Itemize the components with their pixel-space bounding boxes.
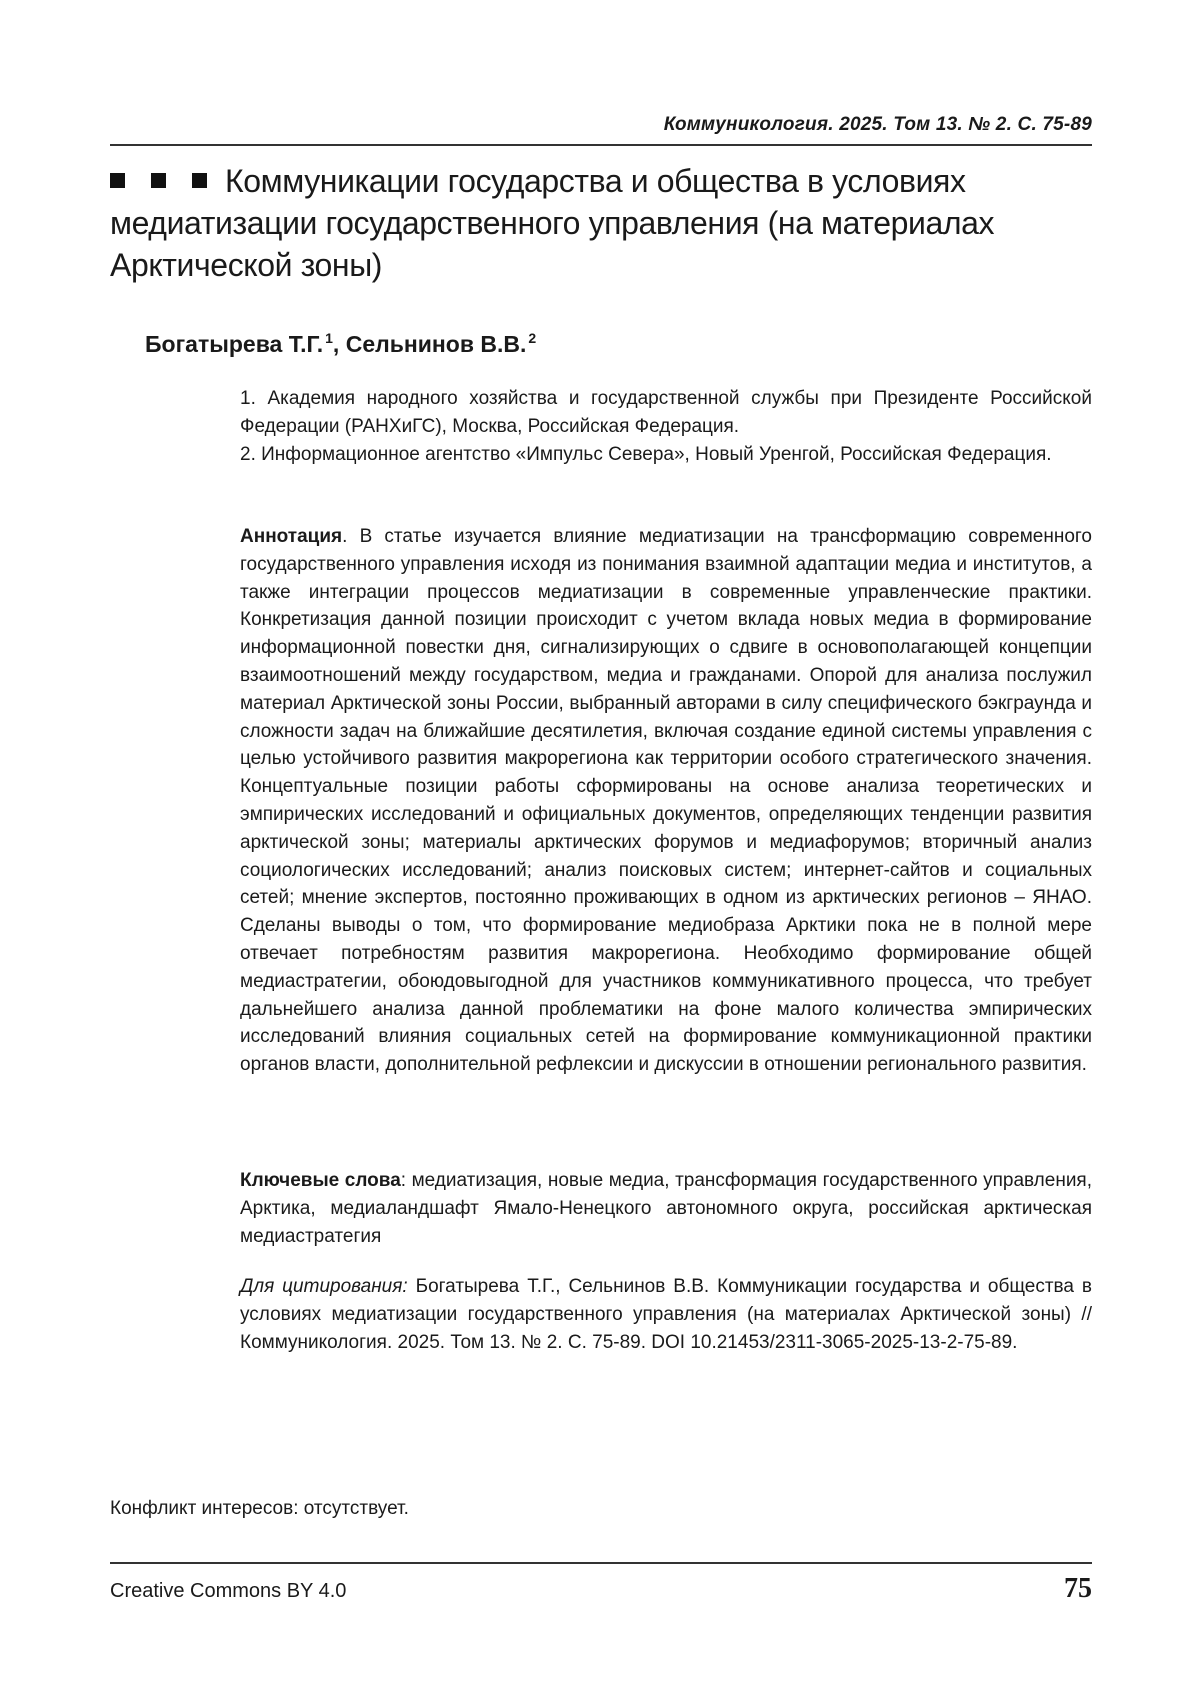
- square-bullet-icon: [192, 173, 207, 188]
- title-square-bullets: [110, 160, 215, 202]
- citation: [240, 1273, 1092, 1356]
- abstract: [240, 523, 1092, 1079]
- author-affiliation-mark: 1: [325, 330, 333, 346]
- author-name: Сельнинов В.В.: [345, 331, 527, 357]
- author-list: [145, 330, 536, 358]
- keywords-label: Ключевые слова: [240, 1170, 401, 1191]
- author-separator: ,: [332, 331, 346, 357]
- article-title: [110, 160, 1100, 286]
- running-head: Коммуникология. 2025. Том 13. № 2. С. 75-89: [663, 114, 1092, 135]
- affiliation-item: 2. Информационное агентство «Импульс Севера», Новый Уренгой, Российская Федерация.: [240, 443, 1052, 465]
- author-affiliation-mark: 2: [528, 330, 537, 346]
- abstract-paragraph: [240, 523, 1092, 1079]
- footer-rule: [110, 1562, 1092, 1564]
- citation-label: Для цитирования:: [240, 1276, 408, 1297]
- affiliation-item: 1. Академия народного хозяйства и государственной службы при Президенте Российской Федерации (РАНХиГС), Москва, Российская Федерация.: [240, 388, 1092, 437]
- license-text: Creative Commons BY 4.0: [110, 1580, 347, 1602]
- abstract-label: Аннотация: [240, 526, 343, 547]
- keywords-text: : медиатизация, новые медиа, трансформация государственного управления, Арктика, медиаландшафт Ямало-Ненецкого автономного округа, российская арктическая медиастратегия: [240, 1170, 1093, 1247]
- header-rule: [110, 144, 1092, 146]
- keywords-paragraph: [240, 1167, 1092, 1250]
- article-title-text: Коммуникации государства и общества в условиях медиатизации государственного управления (на материалах Арктической зоны): [110, 163, 995, 283]
- affiliations: [240, 385, 1092, 468]
- page-number: 75: [1064, 1573, 1092, 1604]
- square-bullet-icon: [110, 173, 125, 188]
- square-bullet-icon: [151, 173, 166, 188]
- keywords: [240, 1167, 1092, 1250]
- citation-text: Богатырева Т.Г., Сельнинов В.В. Коммуникации государства и общества в условиях медиатизации государственного управления (на материалах Арктической зоны) // Коммуникология. 2025. Том 13. № 2. С. 75-89. DOI 10.21453/2311-3065-2025-13-2-75-89.: [240, 1276, 1093, 1353]
- citation-paragraph: [240, 1273, 1092, 1356]
- author-name: Богатырева Т.Г.: [145, 331, 324, 357]
- abstract-text: . В статье изучается влияние медиатизации на трансформацию современного государственного управления исходя из понимания взаимной адаптации медиа и институтов, а также интеграции процессов медиатизации в современные управленческие практики. Конкретизация данной позиции происходит с учетом вклада новых медиа в формирование информационной повестки дня, сигнализирующих о сдвиге в основополагающей концепции взаимоотношений между государством, медиа и гражданами. Опорой для анализа послужил материал Арктической зоны России, выбранный авторами в силу специфического бэкграунда и сложности задач на ближайшие десятилетия, включая создание единой системы управления с целью устойчивого развития макрорегиона как территории особого стратегического значения. Концептуальные позиции работы сформированы на основе анализа теоретических и эмпирических исследований и официальных документов, определяющих тенденции развития арктической зоны; материалы арктических форумов и медиафорумов; вторичный анализ социологических исследований; анализ поисковых систем; интернет-сайтов и социальных сетей; мнение экспертов, постоянно проживающих в одном из арктических регионов – ЯНАО. Сделаны выводы о том, что формирование медиобраза Арктики пока не в полной мере отвечает потребностям развития макрорегиона. Необходимо формирование общей медиастратегии, обоюдовыгодной для участников коммуникативного процесса, что требует дальнейшего анализа данной проблематики на фоне малого количества эмпирических исследований влияния социальных сетей на формирование коммуникационной практики органов власти, дополнительной рефлексии и дискуссии в отношении регионального развития.: [240, 526, 1092, 1076]
- conflict-of-interest: Конфликт интересов: отсутствует.: [110, 1498, 409, 1519]
